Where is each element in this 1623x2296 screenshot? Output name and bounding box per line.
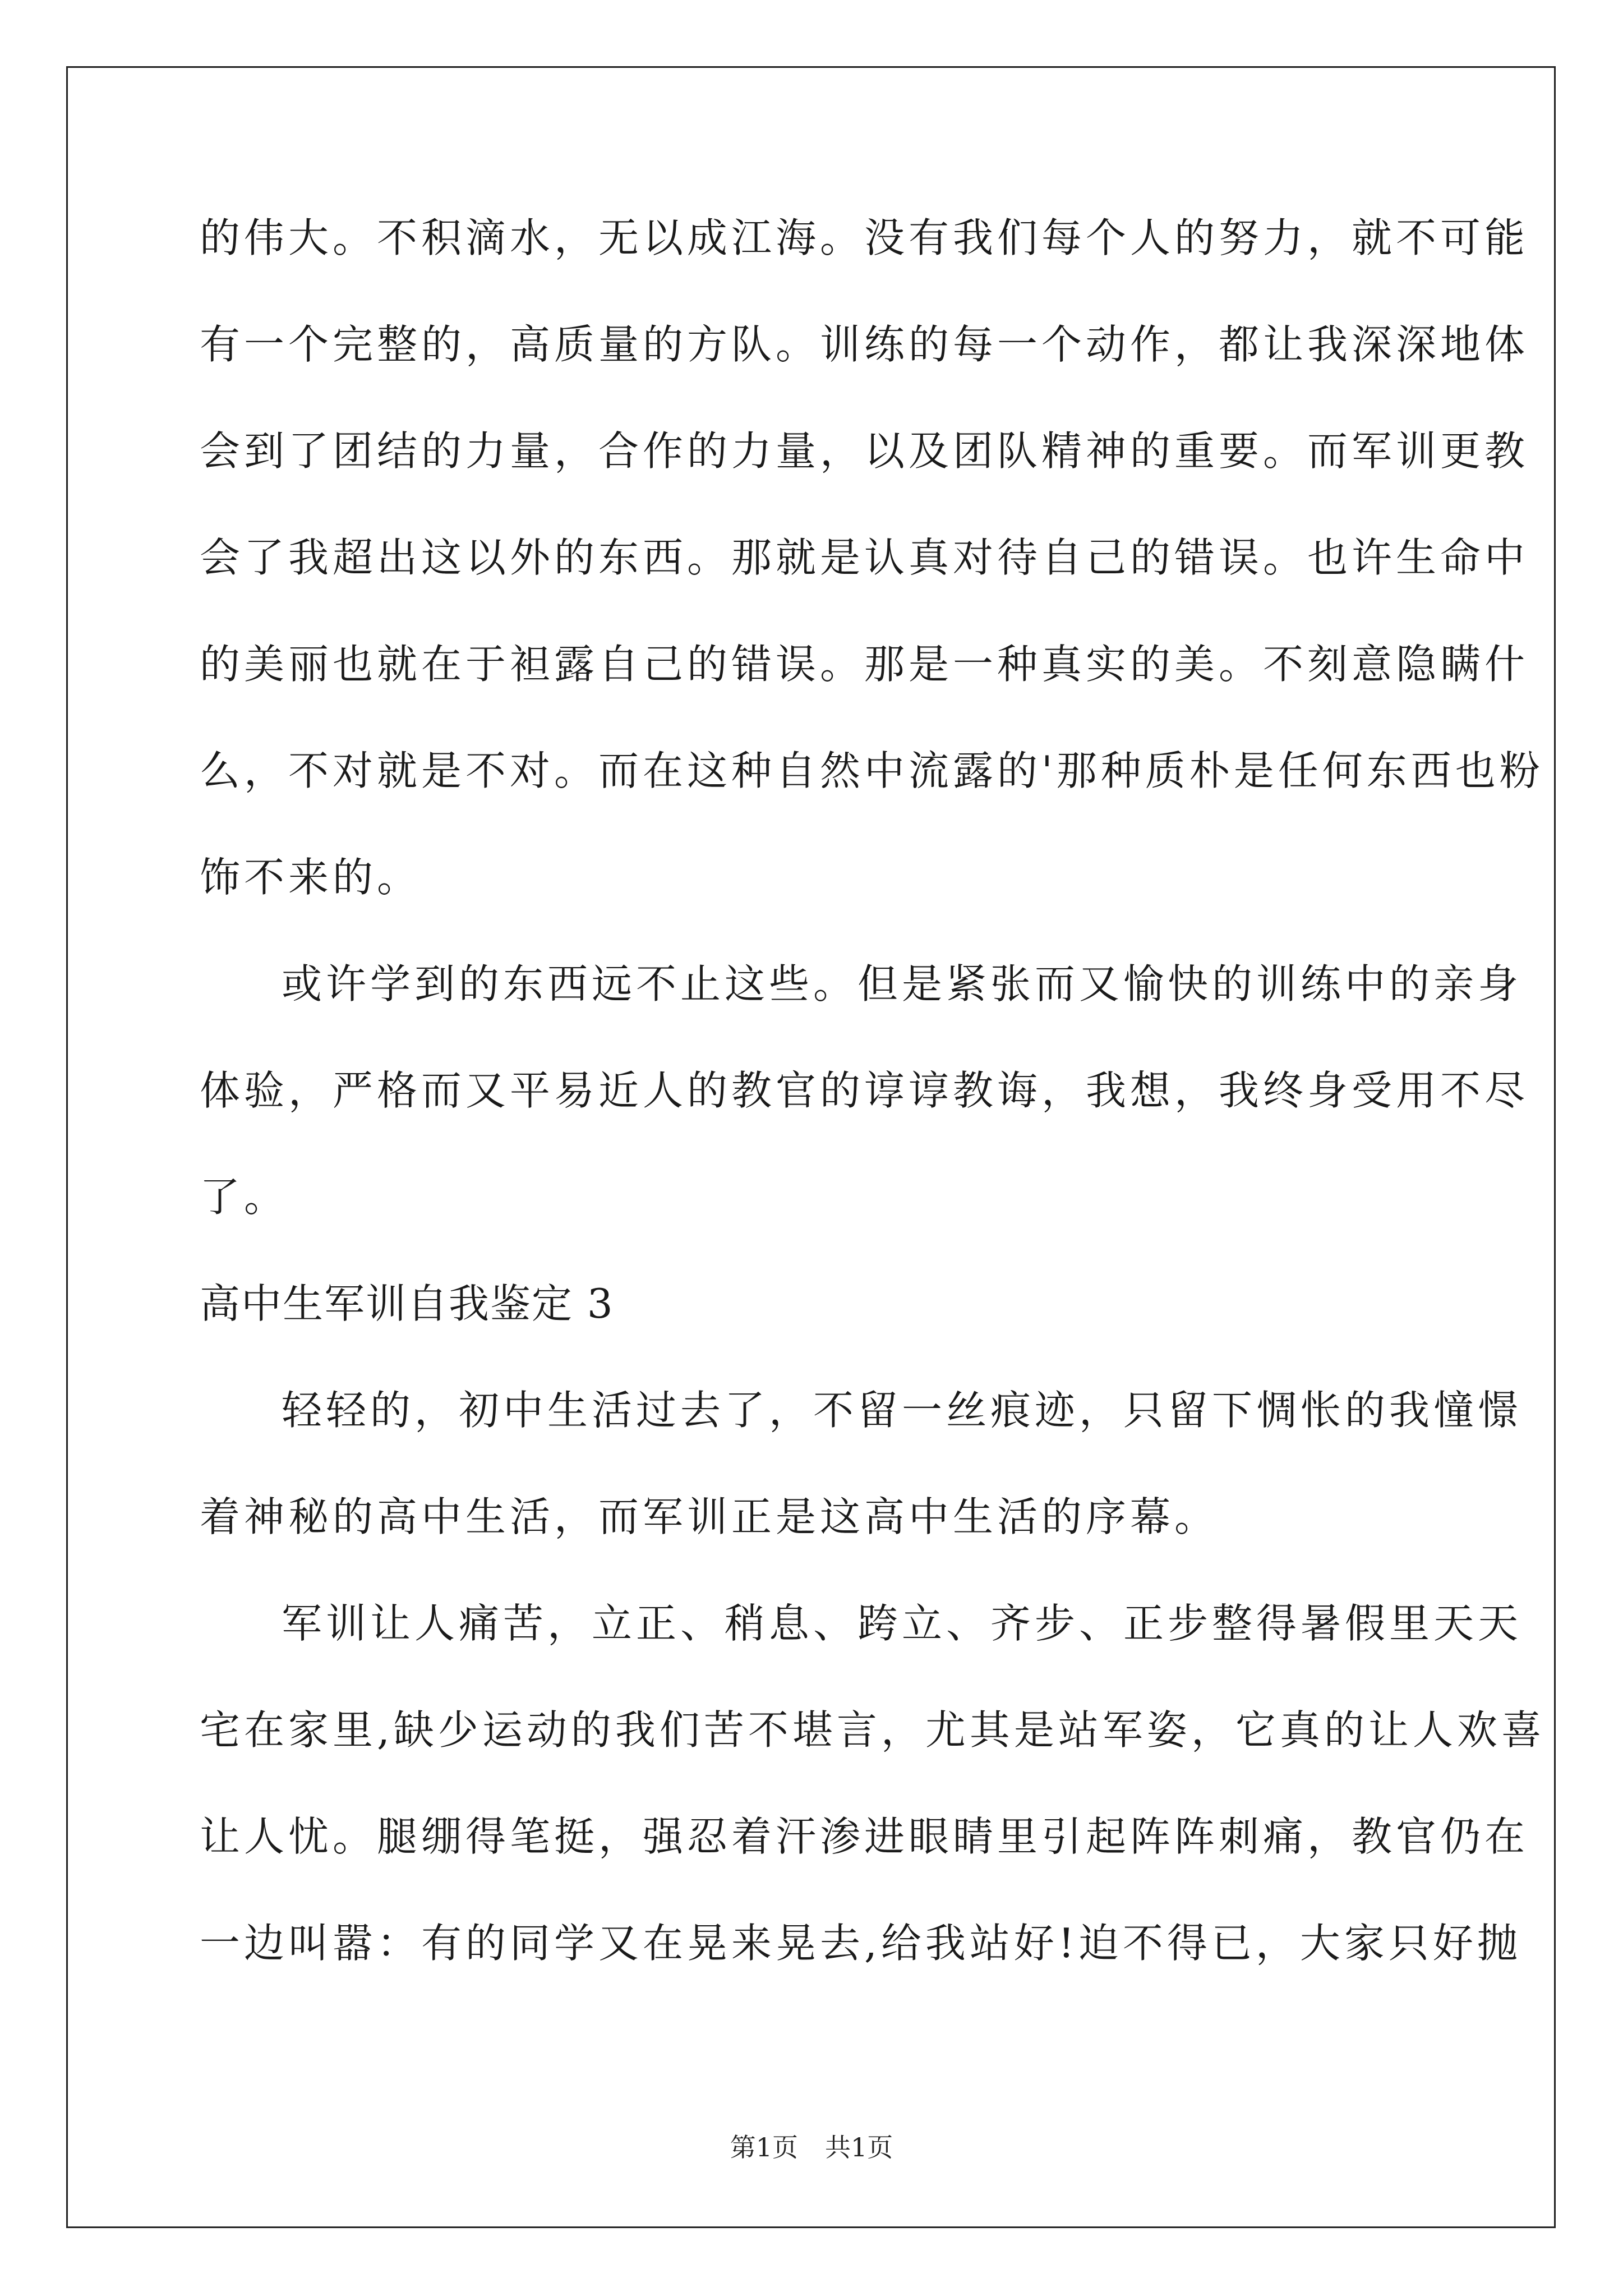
text-line: 的伟大。不积滴水，无以成江海。没有我们每个人的努力，就不可能 [200,214,1529,261]
page-footer [0,2134,1623,2160]
section-heading: 高中生军训自我鉴定 3 [200,1280,614,1327]
paragraph-first-line: 轻轻的，初中生活过去了，不留一丝痕迹，只留下惆怅的我憧憬 [282,1387,1523,1434]
page-number: 第1页 [730,2132,798,2162]
text-line: 体验，严格而又平易近人的教官的谆谆教诲，我想，我终身受用不尽 [200,1067,1529,1114]
paragraph-first-line: 或许学到的东西远不止这些。但是紧张而又愉快的训练中的亲身 [282,960,1523,1007]
text-line: 的美丽也就在于袒露自己的错误。那是一种真实的美。不刻意隐瞒什 [200,641,1529,688]
text-line: 让人忧。腿绷得笔挺，强忍着汗渗进眼睛里引起阵阵刺痛，教官仍在 [200,1813,1529,1860]
text-line: 着神秘的高中生活，而军训正是这高中生活的序幕。 [200,1493,1219,1540]
text-line: 宅在家里,缺少运动的我们苦不堪言，尤其是站军姿，它真的让人欢喜 [200,1706,1546,1754]
text-line: 一边叫嚣：有的同学又在晃来晃去,给我站好!迫不得已，大家只好抛 [200,1920,1521,1967]
text-line: 会了我超出这以外的东西。那就是认真对待自己的错误。也许生命中 [200,534,1529,581]
paragraph-first-line: 军训让人痛苦，立正、稍息、跨立、齐步、正步整得暑假里天天 [282,1600,1523,1647]
page-total: 共1页 [825,2132,893,2162]
text-line: 有一个完整的，高质量的方队。训练的每一个动作，都让我深深地体 [200,321,1529,368]
text-line: 会到了团结的力量，合作的力量，以及团队精神的重要。而军训更教 [200,427,1529,475]
text-line: 了。 [200,1174,289,1221]
text-line: 么，不对就是不对。而在这种自然中流露的'那种质朴是任何东西也粉 [200,747,1544,794]
document-body [200,214,1546,2030]
text-line: 饰不来的。 [200,854,422,901]
